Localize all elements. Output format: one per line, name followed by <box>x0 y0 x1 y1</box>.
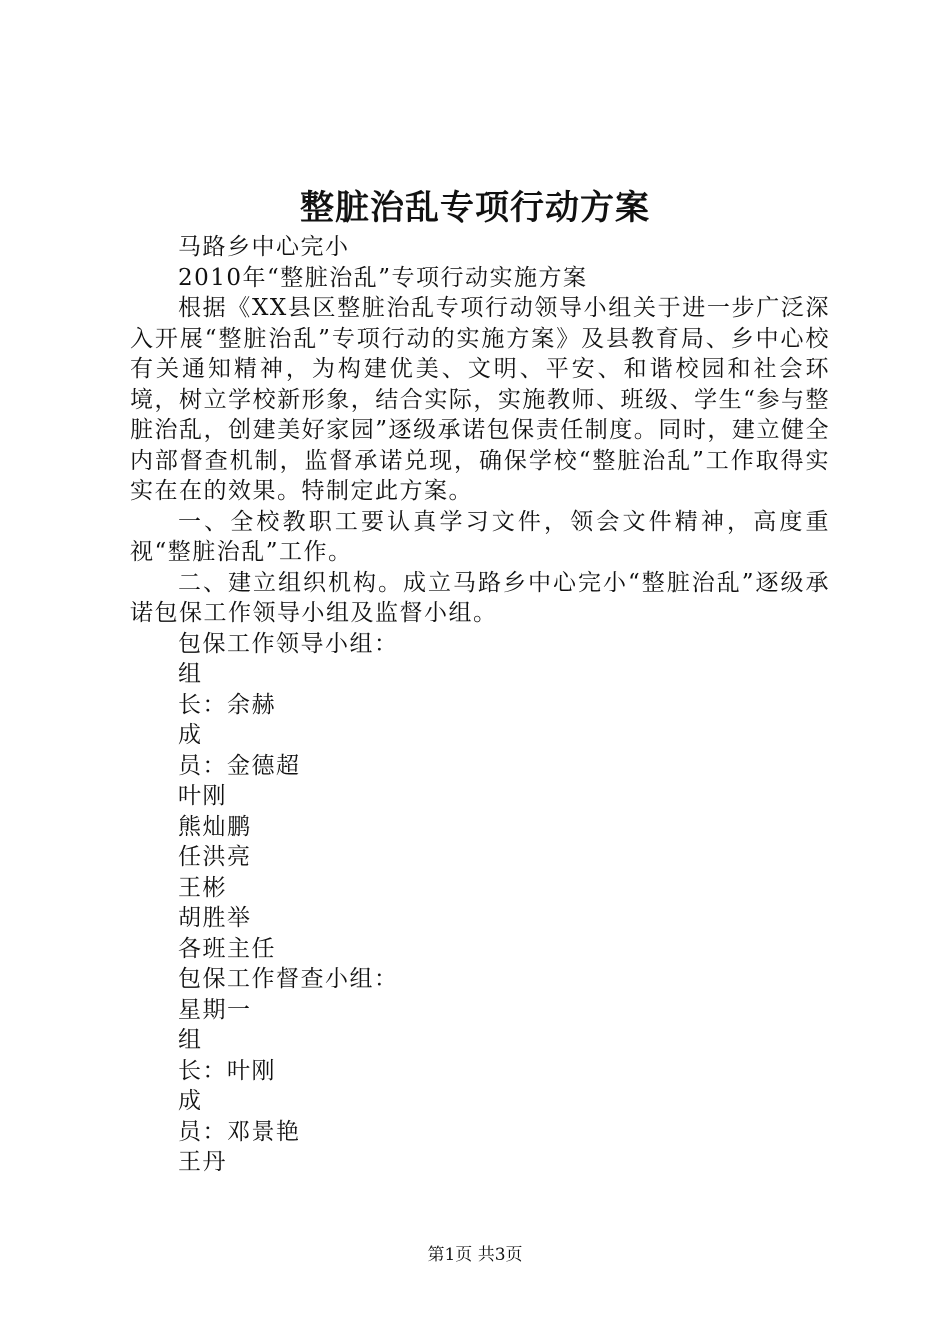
paragraph: 任洪亮 <box>178 844 252 870</box>
paragraph: 长：余赫 <box>178 691 276 718</box>
paragraph: 熊灿鹏 <box>178 813 252 840</box>
paragraph: 星期一 <box>178 996 252 1023</box>
paragraph: 王彬 <box>178 874 227 901</box>
paragraph: 二、建立组织机构。成立马路乡中心完小“整脏治乱”逐级承诺包保工作领导小组及监督小组。 <box>130 569 830 626</box>
paragraph: 长：叶刚 <box>178 1057 276 1084</box>
paragraph: 包保工作领导小组： <box>178 630 399 657</box>
paragraph: 叶刚 <box>178 783 227 809</box>
paragraph: 马路乡中心完小 <box>178 234 350 260</box>
page-footer: 第1页 共3页 <box>427 1245 523 1265</box>
paragraph: 包保工作督查小组： <box>178 966 399 992</box>
paragraph: 成 <box>178 722 203 748</box>
paragraph: 组 <box>178 661 203 687</box>
paragraph: 组 <box>178 1027 203 1053</box>
paragraph: 王丹 <box>178 1149 227 1175</box>
paragraph: 2010年“整脏治乱”专项行动实施方案 <box>178 264 588 291</box>
paragraph: 一、全校教职工要认真学习文件，领会文件精神，高度重视“整脏治乱”工作。 <box>130 508 830 565</box>
document-body <box>130 232 830 1178</box>
paragraph: 胡胜举 <box>178 905 252 931</box>
paragraph: 员：邓景艳 <box>178 1118 301 1145</box>
document-title: 整脏治乱专项行动方案 <box>300 188 650 228</box>
paragraph: 各班主任 <box>178 935 276 962</box>
paragraph: 成 <box>178 1088 203 1114</box>
paragraph: 员：金德超 <box>178 752 301 779</box>
paragraph: 根据《XX县区整脏治乱专项行动领导小组关于进一步广泛深入开展“整脏治乱”专项行动的实施方案》及县教育局、乡中心校有关通知精神，为构建优美、文明、平安、和谐校园和社会环境，树立学校新形象，结合实际，实施教师、班级、学生“参与整脏治乱，创建美好家园”逐级承诺包保责任制度。同时，建立健全内部督查机制，监督承诺兑现，确保学校“整脏治乱”工作取得实实在在的效果。特制定此方案。 <box>130 295 830 504</box>
